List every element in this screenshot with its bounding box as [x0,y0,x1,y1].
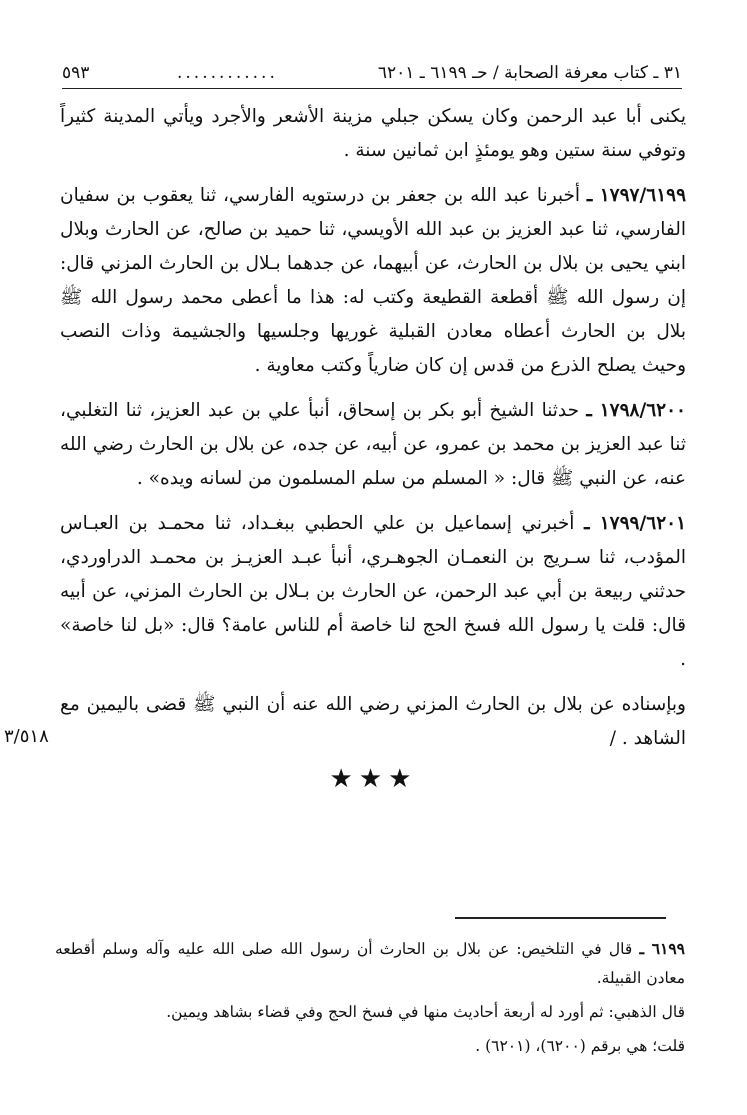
paragraph-closing: وبإسناده عن بلال بن الحارث المزني رضي الله عنه أن النبي ﷺ قضى باليمين مع الشاهد . / [60,694,686,749]
footnote-6199 [55,934,685,993]
footnote-text: قال في التلخيص: عن بلال بن الحارث أن رسول الله صلى الله عليه وآله وسلم أقطعه معادن القبيلة. [55,940,685,987]
paragraph-intro: يكنى أبا عبد الرحمن وكان يسكن جبلي مزينة الأشعر والأجرد ويأتي المدينة كثيراً وتوفي سنة ستين وهو يومئذٍ ابن ثمانين سنة . [60,106,686,161]
hadith-number: ١٧٩٨/٦٢٠٠ ـ [586,400,686,421]
main-text [60,100,686,756]
footnote-dhahabi: قال الذهبي: ثم أورد له أربعة أحاديث منها في فسخ الحج وفي قضاء بشاهد ويمين. [166,1003,685,1021]
footnotes [55,934,685,1066]
hadith-number: ١٧٩٩/٦٢٠١ ـ [584,513,686,534]
section-divider-stars: ★★★ [329,764,418,794]
hadith-6200 [60,394,686,496]
header-dots: ............ [177,63,278,83]
hadith-number: ١٧٩٧/٦١٩٩ ـ [586,185,686,206]
margin-reference: ٣/٥١٨ [4,726,49,747]
header-title: ٣١ ـ كتاب معرفة الصحابة / حـ ٦١٩٩ ـ ٦٢٠١ [377,63,682,83]
hadith-text: أخبرني إسماعيل بن علي الحطبي ببغـداد، ثنا محمـد بن العبـاس المؤدب، ثنا سـريج بن النعمـان الجوهـري، أنبأ عبـد العزيـز بن محمـد الدراوردي، حدثني ربيعة بن أبي عبد الرحمن، عن الحارث بن بـلال بن الحارث المزني، عن أبيه قال: قلت يا رسول الله فسخ الحج لنا خاصة أم للناس عامة؟ قال: «بل لنا خاصة» . [60,513,686,670]
hadith-text: أخبرنا عبد الله بن جعفر بن درستويه الفارسي، ثنا يعقوب بن سفيان الفارسي، ثنا عبد العزيز بن عبد الله الأويسي، ثنا حميد بن صالح، عن الحارث وبلال ابني يحيى بن بلال بن الحارث، عن أبيهما، عن جدهما بـلال بن الحارث المزني قال: إن رسول الله ﷺ أقطعة القطيعة وكتب له: هذا ما أعطى محمد رسول الله ﷺ بلال بن الحارث أعطاه معادن القبلية غوريها وجلسيها والجشيمة وذات النصب وحيث يصلح الذرع من قدس إن كان ضارياً وكتب معاوية . [60,185,686,376]
footnote-number: ٦١٩٩ ـ [639,939,686,958]
page-number: ٥٩٣ [62,63,90,83]
hadith-6201 [60,507,686,677]
footnote-note: قلت؛ هي برقم (٦٢٠٠)، (٦٢٠١) . [475,1037,685,1055]
hadith-text: حدثنا الشيخ أبو بكر بن إسحاق، أنبأ علي بن عبد العزيز، ثنا التغلبي، ثنا عبد العزيز بن محمد بن عمرو، عن أبيه، عن جده، عن بلال بن الحارث رضي الله عنه، عن النبي ﷺ قال: « المسلم من سلم المسلمون من لسانه ويده» . [60,400,686,489]
running-header [62,58,682,89]
footnote-rule [455,917,666,919]
hadith-6199 [60,179,686,383]
